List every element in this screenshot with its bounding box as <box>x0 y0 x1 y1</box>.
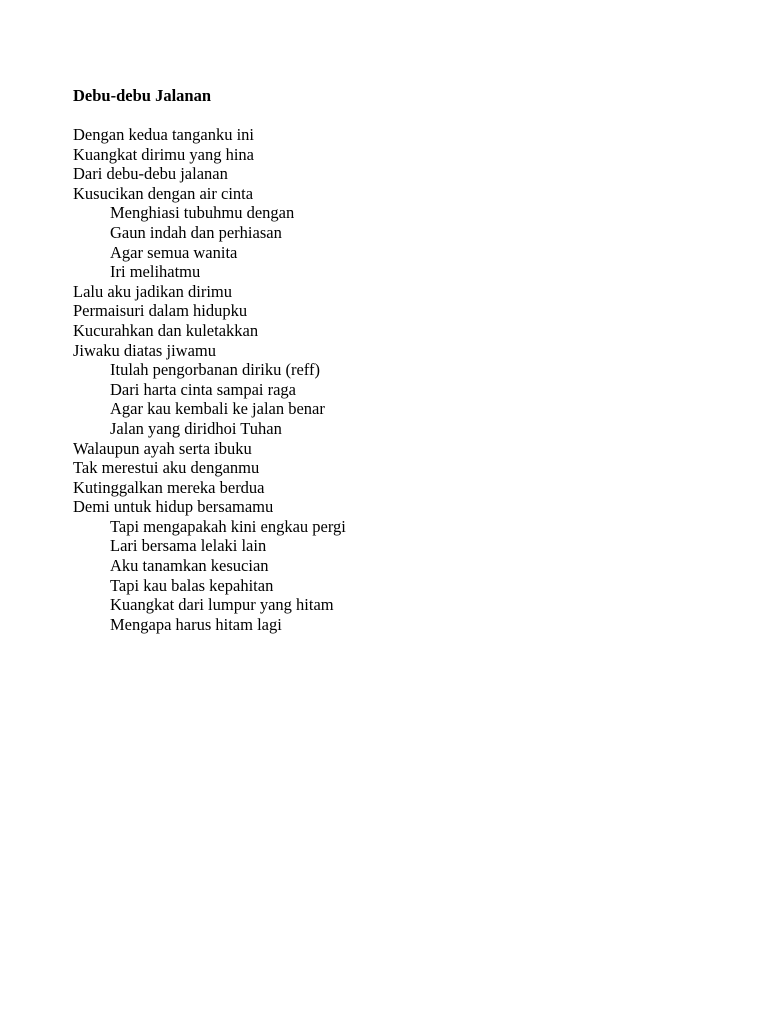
lyric-line: Aku tanamkan kesucian <box>110 556 269 576</box>
lyric-line: Kusucikan dengan air cinta <box>73 183 254 203</box>
lyric-line: Agar kau kembali ke jalan benar <box>110 399 325 419</box>
lyric-line: Jiwaku diatas jiwamu <box>73 340 216 360</box>
lyric-line: Itulah pengorbanan diriku (reff) <box>110 360 320 380</box>
lyric-line: Demi untuk hidup bersamamu <box>73 497 274 517</box>
lyric-line: Walaupun ayah serta ibuku <box>73 438 252 458</box>
lyric-line: Iri melihatmu <box>110 262 201 282</box>
lyric-line: Agar semua wanita <box>110 242 238 262</box>
lyric-line: Mengapa harus hitam lagi <box>110 614 282 634</box>
lyric-line: Tak merestui aku denganmu <box>73 458 260 478</box>
lyric-line: Lalu aku jadikan dirimu <box>73 281 232 301</box>
lyric-line: Lari bersama lelaki lain <box>110 536 267 556</box>
document-title: Debu-debu Jalanan <box>73 86 212 105</box>
lyric-line: Kucurahkan dan kuletakkan <box>73 320 259 340</box>
lyric-line: Kuangkat dirimu yang hina <box>73 144 255 164</box>
lyric-line: Kuangkat dari lumpur yang hitam <box>110 595 334 615</box>
lyrics-body <box>73 125 346 634</box>
lyric-line: Gaun indah dan perhiasan <box>110 222 282 242</box>
lyric-line: Permaisuri dalam hidupku <box>73 301 248 321</box>
lyric-line: Tapi kau balas kepahitan <box>110 575 274 595</box>
lyric-line: Jalan yang diridhoi Tuhan <box>110 418 282 438</box>
lyric-line: Tapi mengapakah kini engkau pergi <box>110 516 346 536</box>
lyric-line: Dengan kedua tanganku ini <box>73 125 254 144</box>
lyric-line: Kutinggalkan mereka berdua <box>73 477 265 497</box>
lyric-line: Dari harta cinta sampai raga <box>110 379 296 399</box>
lyric-line: Dari debu-debu jalanan <box>73 164 228 184</box>
lyric-line: Menghiasi tubuhmu dengan <box>110 203 295 223</box>
